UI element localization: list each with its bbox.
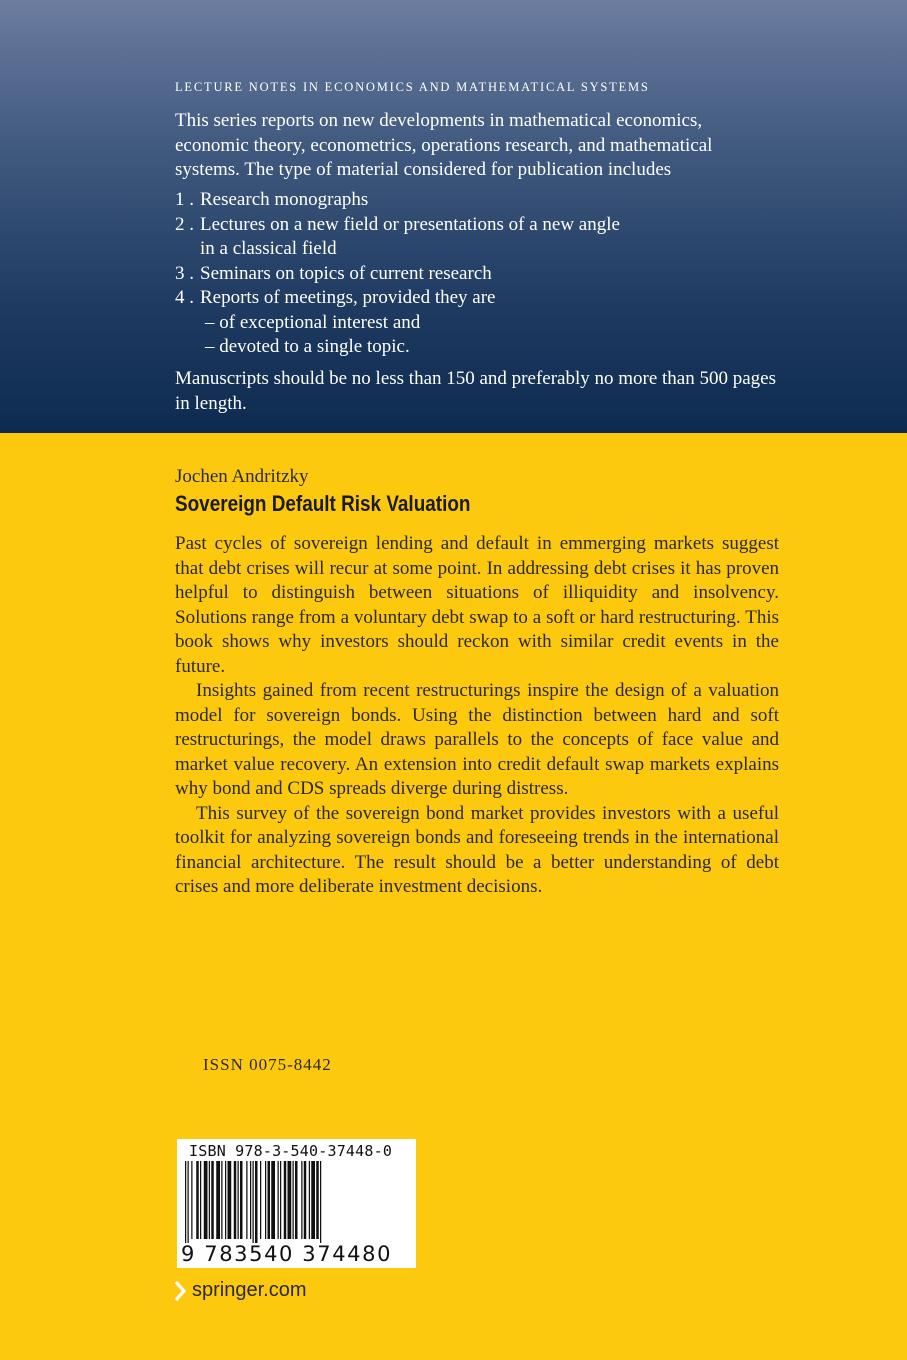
list-item	[175, 213, 780, 262]
list-item	[175, 262, 780, 287]
list-subitem: – of exceptional interest and	[205, 311, 421, 333]
series-intro: This series reports on new developments in mathematical economics, economic theory, econometrics, operations research, and mathematical systems. The type of material considered for publication includes	[175, 110, 713, 180]
list-text: Lectures on a new field or presentations of a new angle	[200, 213, 620, 235]
list-item	[175, 188, 780, 213]
series-band	[0, 0, 907, 433]
list-continuation: in a classical field	[200, 238, 337, 259]
book-title: Sovereign Default Risk Valuation	[175, 491, 471, 516]
isbn-label: ISBN 978-3-540-37448-0	[189, 1142, 393, 1160]
chevron-right-icon	[174, 1280, 186, 1302]
series-note: Manuscripts should be no less than 150 and preferably no more than 500 pages in length.	[175, 368, 777, 414]
list-number: 2 .	[175, 213, 194, 235]
list-item	[175, 286, 780, 360]
blurb-paragraph: Insights gained from recent restructurings inspire the design of a valuation model for sovereign bonds. Using the distinction between hard and soft restructurings, the model draws parallels to the concepts of face value and market value recovery. An extension into credit default swap markets explains why bond and CDS spreads diverge during distress.	[175, 680, 779, 799]
list-subitem: – devoted to a single topic.	[205, 336, 410, 357]
publisher-link[interactable]	[174, 1279, 307, 1302]
blurb-paragraph: This survey of the sovereign bond market provides investors with a useful toolkit for analyzing sovereign bonds and foreseeing trends in the international financial architecture. The result should be a better understanding of debt crises and more deliberate investment decisions.	[175, 802, 779, 897]
author-name: Jochen Andritzky	[175, 466, 309, 487]
list-number: 4 .	[175, 287, 194, 308]
list-text: Seminars on topics of current research	[200, 262, 492, 284]
blurb	[175, 532, 779, 900]
issn-number: ISSN 0075-8442	[203, 1055, 332, 1074]
barcode-box	[177, 1139, 416, 1268]
series-list	[175, 188, 780, 360]
ean-digits: 9 783540 374480	[181, 1242, 393, 1266]
series-heading: LECTURE NOTES IN ECONOMICS AND MATHEMATICAL SYSTEMS	[175, 80, 650, 94]
list-number: 1 .	[175, 189, 194, 210]
blurb-paragraph: Past cycles of sovereign lending and default in emmerging markets suggest that debt crises will recur at some point. In addressing debt crises it has proven helpful to distinguish between situations of illiquidity and insolvency. Solutions range from a voluntary debt swap to a soft or hard restructuring. This book shows why investors should reckon with similar credit events in the future.	[175, 533, 779, 677]
publisher-url: springer.com	[192, 1279, 307, 1301]
list-number: 3 .	[175, 262, 194, 284]
barcode-icon	[185, 1161, 409, 1243]
list-text: Research monographs	[200, 189, 369, 210]
list-text: Reports of meetings, provided they are	[200, 287, 496, 308]
